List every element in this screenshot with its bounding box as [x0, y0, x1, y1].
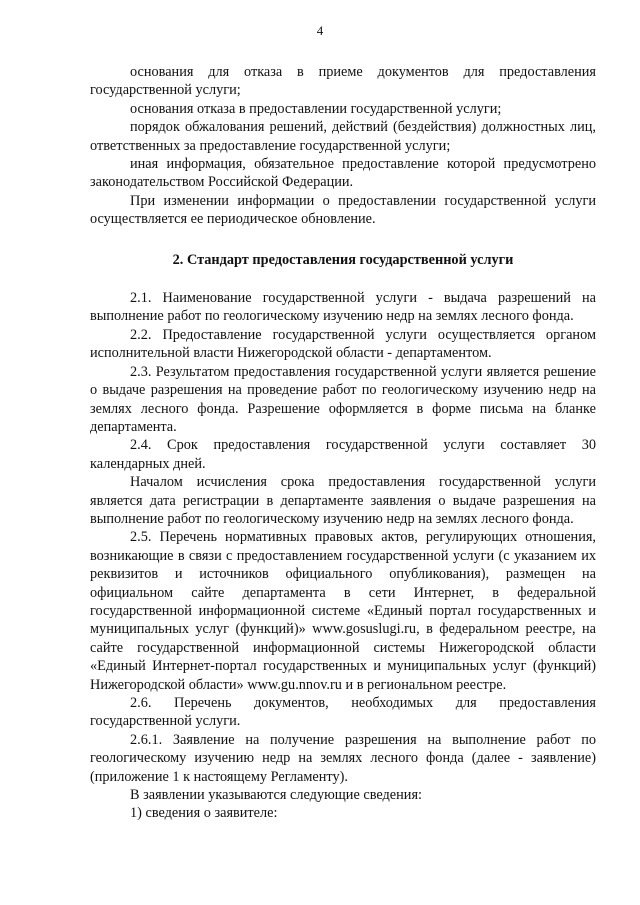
- document-body: [90, 63, 596, 823]
- paragraph: 2.6. Перечень документов, необходимых для предоставления государственной услуги.: [90, 695, 596, 730]
- paragraph: иная информация, обязательное предоставление которой предусмотрено законодательством Российской Федерации.: [90, 156, 596, 191]
- paragraph: основания для отказа в приеме документов для предоставления государственной услуги;: [90, 64, 596, 99]
- paragraph: 1) сведения о заявителе:: [130, 805, 278, 822]
- paragraph: 2.4. Срок предоставления государственной услуги составляет 30 календарных дней.: [90, 437, 596, 472]
- paragraph: 2.1. Наименование государственной услуги - выдача разрешений на выполнение работ по геологическому изучению недр на землях лесного фонда.: [90, 290, 596, 325]
- paragraph: основания отказа в предоставлении государственной услуги;: [130, 100, 502, 117]
- page-number: 4: [316, 23, 324, 38]
- paragraph: В заявлении указываются следующие сведения:: [130, 787, 423, 804]
- paragraph: порядок обжалования решений, действий (бездействия) должностных лиц, ответственных за предоставление государственной услуги;: [90, 119, 596, 154]
- paragraph: 2.5. Перечень нормативных правовых актов, регулирующих отношения, возникающие в связи с предоставлением государственной услуги (с указанием их реквизитов и источников официального опубликования), размещен на официальном сайте департамента в сети Интернет, в федеральной государственной информационной системе «Единый портал государственных и муниципальных услуг (функций)» www.gosuslugi.ru, в федеральном реестре, на сайте государственной информационной системы Нижегородской области «Единый Интернет-портал государственных и муниципальных услуг (функций) Нижегородской области» www.gu.nnov.ru и в региональном реестре.: [90, 529, 596, 693]
- paragraph: 2.2. Предоставление государственной услуги осуществляется органом исполнительной власти Нижегородской области - департаментом.: [90, 326, 596, 362]
- paragraph: При изменении информации о предоставлении государственной услуги осуществляется ее периодическое обновление.: [90, 192, 596, 228]
- paragraph: 2.3. Результатом предоставления государственной услуги является решение о выдаче разрешения на проведение работ по геологическому изучению недр на землях лесного фонда. Разрешение оформляется в форме письма на бланке департамента.: [90, 363, 596, 435]
- section-heading: 2. Стандарт предоставления государственной услуги: [172, 251, 514, 268]
- paragraph: Началом исчисления срока предоставления государственной услуги является дата регистрации в департаменте заявления о выдаче разрешения на выполнение работ по геологическому изучению недр на землях лесного фонда.: [90, 474, 596, 527]
- paragraph: 2.6.1. Заявление на получение разрешения на выполнение работ по геологическому изучению недр на землях лесного фонда (далее - заявление) (приложение 1 к настоящему Регламенту).: [90, 731, 596, 785]
